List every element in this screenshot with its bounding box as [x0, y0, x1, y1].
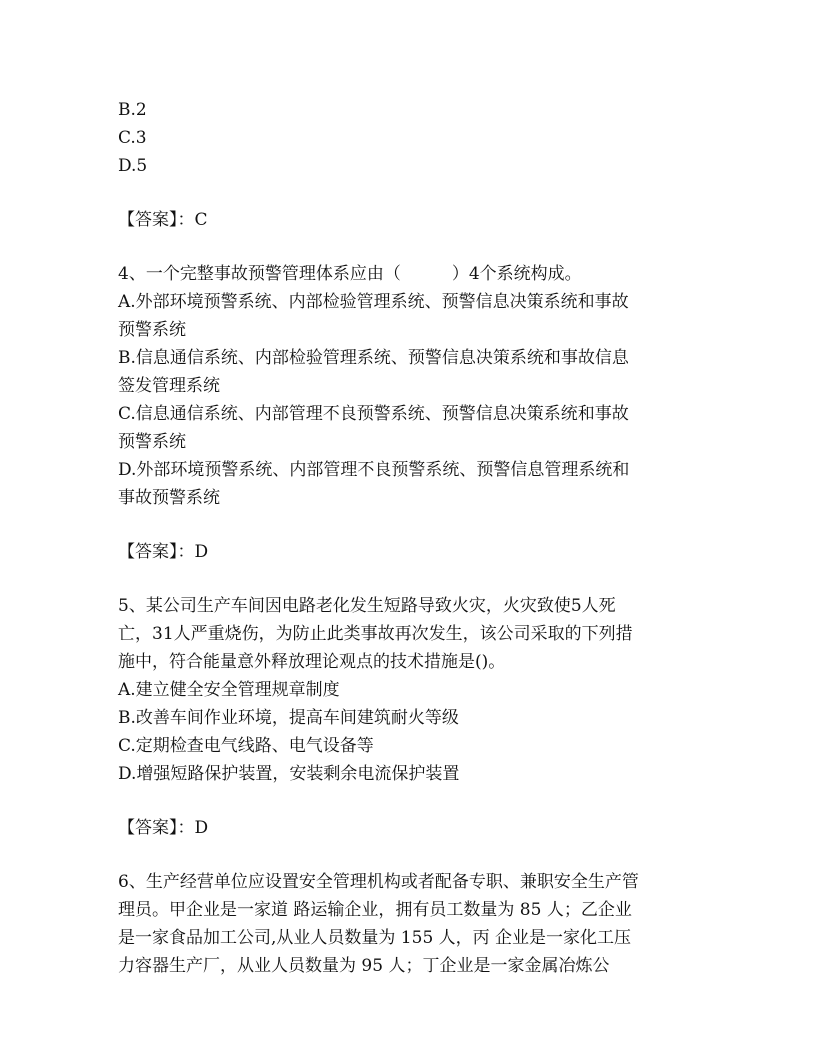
question-3-options	[118, 96, 698, 180]
question-6	[118, 868, 698, 980]
option-b: B.2	[118, 100, 147, 120]
document-body	[118, 96, 698, 980]
question-5-stem-line3: 施中，符合能量意外释放理论观点的技术措施是()。	[118, 652, 506, 672]
option-c-line2: 预警系统	[118, 432, 186, 452]
option-d: D.增强短路保护装置，安装剩余电流保护装置	[118, 764, 460, 784]
option-b-line2: 签发管理系统	[118, 376, 220, 396]
option-a: A.建立健全安全管理规章制度	[118, 680, 340, 700]
question-5-stem-line1: 5、某公司生产车间因电路老化发生短路导致火灾，火灾致使5人死	[118, 596, 616, 616]
question-6-stem-line4: 力容器生产厂，从业人员数量为 95 人；丁企业是一家金属冶炼公	[118, 956, 610, 976]
option-d-line2: 事故预警系统	[118, 488, 220, 508]
question-4	[118, 260, 698, 512]
question-6-stem-line2: 理员。甲企业是一家道 路运输企业，拥有员工数量为 85 人；乙企业	[118, 900, 632, 920]
question-5-stem-line2: 亡，31人严重烧伤，为防止此类事故再次发生，该公司采取的下列措	[118, 624, 633, 644]
option-b: B.改善车间作业环境，提高车间建筑耐火等级	[118, 708, 459, 728]
option-c: C.定期检查电气线路、电气设备等	[118, 736, 374, 756]
question-5	[118, 592, 698, 788]
option-a-line2: 预警系统	[118, 320, 186, 340]
question-4-stem: 4、一个完整事故预警管理体系应由（ ）4个系统构成。	[118, 264, 582, 284]
question-6-stem-line1: 6、生产经营单位应设置安全管理机构或者配备专职、兼职安全生产管	[118, 872, 639, 892]
question-6-stem-line3: 是一家食品加工公司,从业人员数量为 155 人，丙 企业是一家化工压	[118, 928, 632, 948]
question-4-answer: 【答案】：D	[118, 542, 209, 562]
option-b-line1: B.信息通信系统、内部检验管理系统、预警信息决策系统和事故信息	[118, 348, 629, 368]
question-5-answer: 【答案】：D	[118, 818, 209, 838]
option-c-line1: C.信息通信系统、内部管理不良预警系统、预警信息决策系统和事故	[118, 404, 629, 424]
question-3-answer: 【答案】：C	[118, 210, 208, 230]
option-d: D.5	[118, 156, 148, 176]
option-c: C.3	[118, 128, 147, 148]
option-a-line1: A.外部环境预警系统、内部检验管理系统、预警信息决策系统和事故	[118, 292, 629, 312]
option-d-line1: D.外部环境预警系统、内部管理不良预警系统、预警信息管理系统和	[118, 460, 630, 480]
